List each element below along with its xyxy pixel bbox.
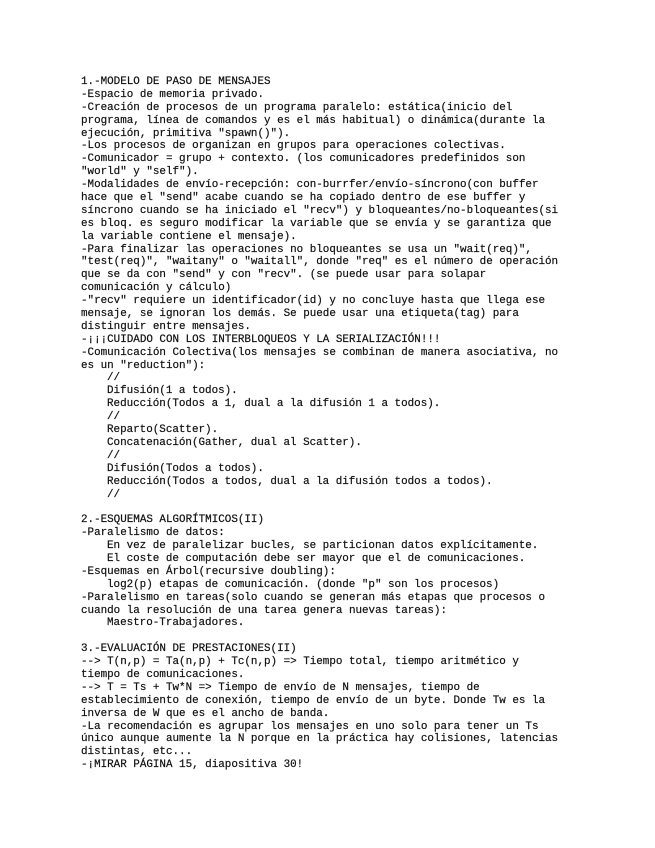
text-line: --> T(n,p) = Ta(n,p) + Tc(n,p) => Tiempo total, tiempo aritmético y xyxy=(81,656,519,669)
text-line: la variable contiene el mensaje). xyxy=(81,230,297,243)
text-line: "test(req)", "waitany" o "waitall", donde "req" es el número de operación xyxy=(81,256,559,269)
text-line: -La recomendación es agrupar los mensajes en uno solo para tener un Ts xyxy=(81,720,539,733)
section-heading: 2.-ESQUEMAS ALGORÍTMICOS(II) xyxy=(81,514,264,527)
text-line: "world" y "self"). xyxy=(81,166,199,179)
text-line: Concatenación(Gather, dual al Scatter). xyxy=(107,436,362,449)
text-line: --> T = Ts + Tw*N => Tiempo de envío de N mensajes, tiempo de xyxy=(81,681,480,694)
text-line: que se da con "send" y con "recv". (se puede usar para solapar xyxy=(81,269,487,282)
text-line: es bloq. es seguro modificar la variable que se envía y se garantiza que xyxy=(81,217,552,230)
section-1 xyxy=(81,76,581,501)
text-line: comunicación y cálculo) xyxy=(81,282,232,295)
text-line: Difusión(Todos a todos). xyxy=(107,462,264,475)
text-line: -Comunicador = grupo + contexto. (los comunicadores predefinidos son xyxy=(81,153,526,166)
text-line: hace que el "send" acabe cuando se ha copiado dentro de ese buffer y xyxy=(81,192,526,205)
text-line: es un "reduction"): xyxy=(81,359,206,372)
text-line: // xyxy=(107,372,121,385)
text-line: -Paralelismo en tareas(solo cuando se generan más etapas que procesos o xyxy=(81,591,546,604)
text-line: distintas, etc... xyxy=(81,746,193,759)
text-line: -Creación de procesos de un programa paralelo: estática(inicio del xyxy=(81,101,513,114)
document-body xyxy=(81,76,581,772)
section-heading: 1.-MODELO DE PASO DE MENSAJES xyxy=(81,76,271,88)
text-line: tiempo de comunicaciones. xyxy=(81,668,245,681)
text-line: síncrono cuando se ha iniciado el "recv") y bloqueantes/no-bloqueantes(si xyxy=(81,204,559,217)
text-line: Difusión(1 a todos). xyxy=(107,385,238,398)
text-line: -Comunicación Colectiva(los mensajes se combinan de manera asociativa, no xyxy=(81,346,559,359)
text-line: // xyxy=(107,411,121,424)
text-line: -Los procesos de organizan en grupos para operaciones colectivas. xyxy=(81,140,506,153)
text-line: Reducción(Todos a todos, dual a la difusión todos a todos). xyxy=(107,475,493,488)
text-line: único aunque aumente la N porque en la práctica hay colisiones, latencias xyxy=(81,733,559,746)
text-line: // xyxy=(107,488,121,501)
text-line: establecimiento de conexión, tiempo de envío de un byte. Donde Tw es la xyxy=(81,694,546,707)
text-line: Maestro-Trabajadores. xyxy=(107,617,245,630)
text-line: mensaje, se ignoran los demás. Se puede usar una etiqueta(tag) para xyxy=(81,308,519,321)
text-line: ejecución, primitiva "spawn()"). xyxy=(81,127,291,140)
text-line: Reducción(Todos a 1, dual a la difusión 1 a todos). xyxy=(107,398,441,411)
section-3 xyxy=(81,643,581,772)
text-line: Reparto(Scatter). xyxy=(107,424,219,437)
text-line: En vez de paralelizar bucles, se particionan datos explícitamente. xyxy=(107,540,539,553)
text-line: -"recv" requiere un identificador(id) y no concluye hasta que llega ese xyxy=(81,295,546,308)
text-line: inversa de W que es el ancho de banda. xyxy=(81,707,330,720)
text-line: -Espacio de memoria privado. xyxy=(81,88,264,101)
text-line: -Paralelismo de datos: xyxy=(81,527,225,540)
text-line: -Modalidades de envío-recepción: con-burrfer/envío-síncrono(con buffer xyxy=(81,179,539,192)
text-line: distinguir entre mensajes. xyxy=(81,320,251,333)
text-line: log2(p) etapas de comunicación. (donde "p" son los procesos) xyxy=(107,578,500,591)
text-line: -¡MIRAR PÁGINA 15, diapositiva 30! xyxy=(81,759,304,772)
section-2 xyxy=(81,514,581,630)
text-line: programa, línea de comandos y es el más habitual) o dinámica(durante la xyxy=(81,114,546,127)
text-line: -¡¡¡CUIDADO CON LOS INTERBLOQUEOS Y LA SERIALIZACIÓN!!! xyxy=(81,333,441,346)
text-line: -Para finalizar las operaciones no bloqueantes se usa un "wait(req)", xyxy=(81,243,532,256)
text-line: -Esquemas en Árbol(recursive doubling): xyxy=(81,565,336,578)
text-line: cuando la resolución de una tarea genera nuevas tareas): xyxy=(81,604,447,617)
text-line: El coste de computación debe ser mayor que el de comunicaciones. xyxy=(107,552,526,565)
text-line: // xyxy=(107,449,121,462)
section-heading: 3.-EVALUACIÓN DE PRESTACIONES(II) xyxy=(81,643,297,656)
